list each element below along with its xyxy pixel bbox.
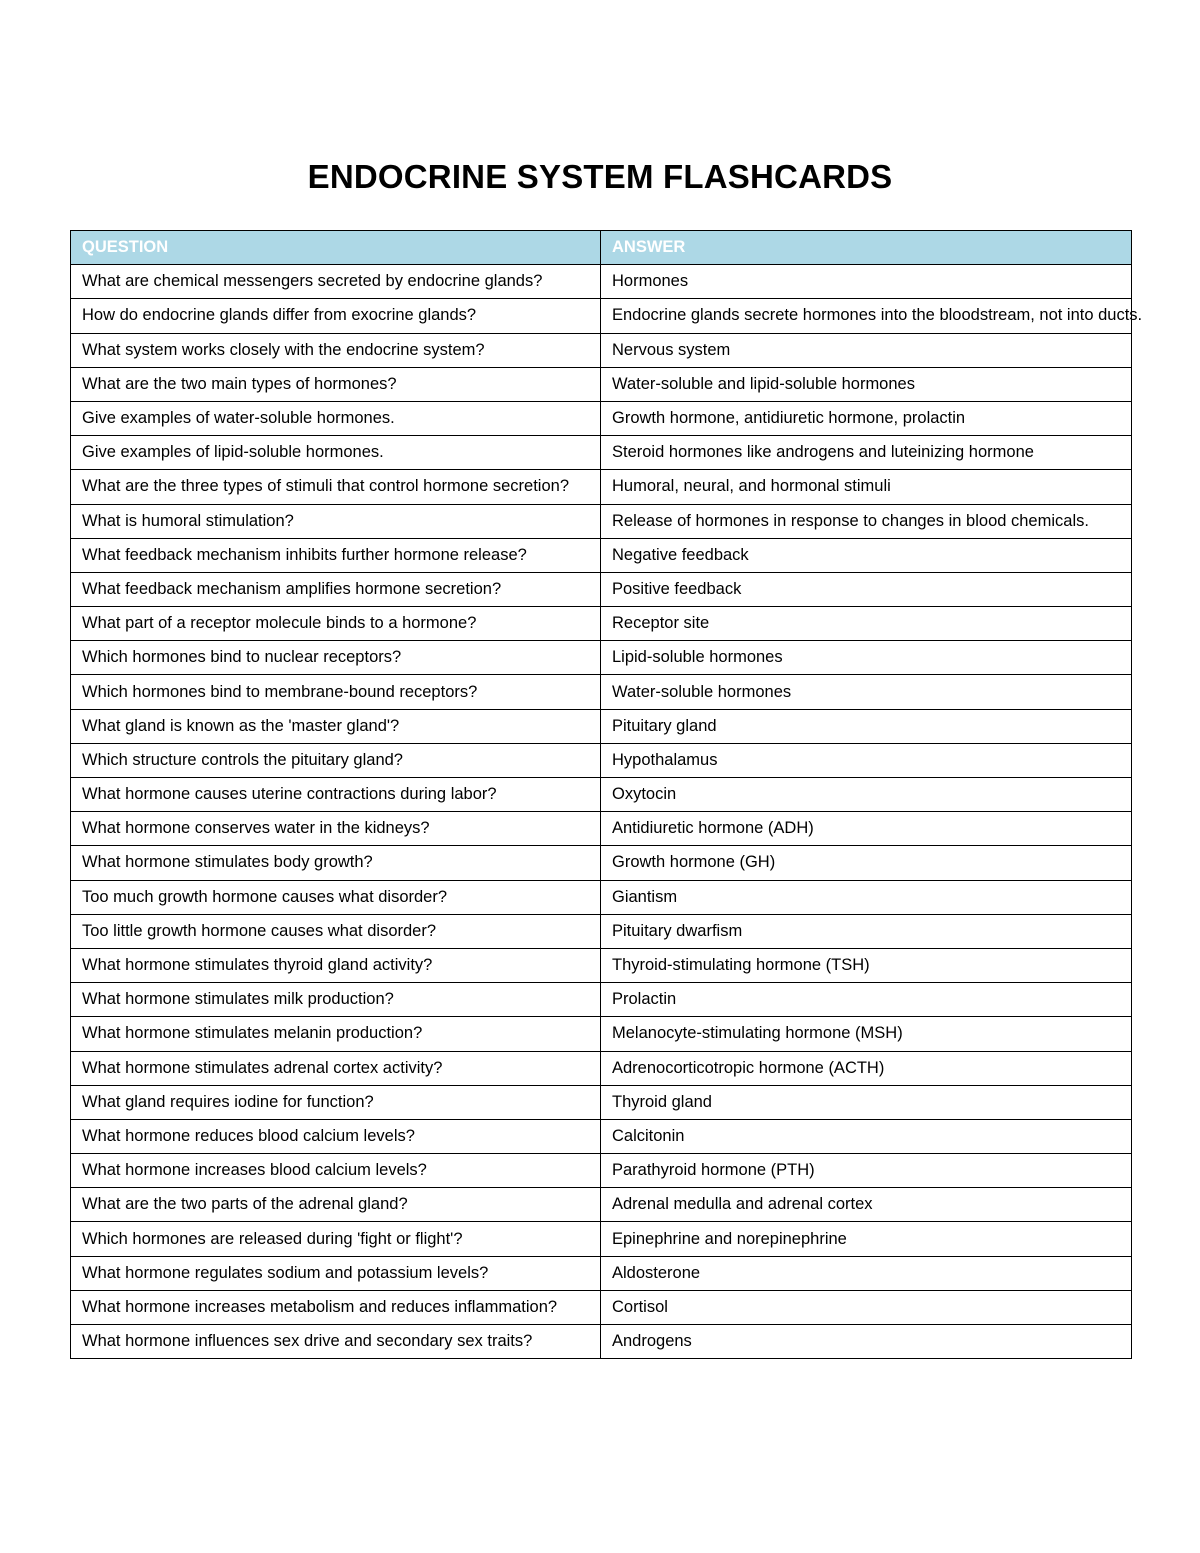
table-row — [71, 846, 1132, 880]
table-row — [71, 367, 1132, 401]
answer-cell: Negative feedback — [601, 538, 1132, 572]
table-row — [71, 436, 1132, 470]
answer-cell: Giantism — [601, 880, 1132, 914]
table-row — [71, 641, 1132, 675]
table-row — [71, 572, 1132, 606]
question-cell: Too little growth hormone causes what disorder? — [71, 914, 601, 948]
table-row — [71, 1051, 1132, 1085]
question-cell: What are the two main types of hormones? — [71, 367, 601, 401]
answer-cell: Nervous system — [601, 333, 1132, 367]
question-column-header: QUESTION — [71, 231, 601, 265]
table-row — [71, 1256, 1132, 1290]
question-cell: What hormone regulates sodium and potassium levels? — [71, 1256, 601, 1290]
table-row — [71, 1085, 1132, 1119]
question-cell: Which hormones are released during 'fight or flight'? — [71, 1222, 601, 1256]
answer-cell: Thyroid gland — [601, 1085, 1132, 1119]
answer-cell: Androgens — [601, 1325, 1132, 1359]
table-row — [71, 470, 1132, 504]
table-row — [71, 743, 1132, 777]
question-cell: What hormone stimulates melanin production? — [71, 1017, 601, 1051]
question-cell: What gland requires iodine for function? — [71, 1085, 601, 1119]
question-cell: Which structure controls the pituitary gland? — [71, 743, 601, 777]
question-cell: What are the two parts of the adrenal gland? — [71, 1188, 601, 1222]
answer-cell: Growth hormone (GH) — [601, 846, 1132, 880]
table-row — [71, 504, 1132, 538]
table-row — [71, 538, 1132, 572]
table-row — [71, 401, 1132, 435]
question-cell: What hormone stimulates thyroid gland activity? — [71, 948, 601, 982]
answer-cell: Hypothalamus — [601, 743, 1132, 777]
question-cell: What hormone influences sex drive and secondary sex traits? — [71, 1325, 601, 1359]
answer-cell: Melanocyte-stimulating hormone (MSH) — [601, 1017, 1132, 1051]
question-cell: What hormone increases metabolism and reduces inflammation? — [71, 1290, 601, 1324]
answer-cell: Receptor site — [601, 607, 1132, 641]
answer-cell: Adrenocorticotropic hormone (ACTH) — [601, 1051, 1132, 1085]
question-cell: Give examples of lipid-soluble hormones. — [71, 436, 601, 470]
table-row — [71, 983, 1132, 1017]
table-row — [71, 1222, 1132, 1256]
question-cell: Too much growth hormone causes what disorder? — [71, 880, 601, 914]
table-row — [71, 1017, 1132, 1051]
answer-cell: Adrenal medulla and adrenal cortex — [601, 1188, 1132, 1222]
question-cell: What part of a receptor molecule binds to a hormone? — [71, 607, 601, 641]
table-row — [71, 709, 1132, 743]
table-row — [71, 880, 1132, 914]
question-cell: Which hormones bind to membrane-bound receptors? — [71, 675, 601, 709]
question-cell: Which hormones bind to nuclear receptors? — [71, 641, 601, 675]
answer-cell: Hormones — [601, 265, 1132, 299]
answer-cell: Water-soluble hormones — [601, 675, 1132, 709]
question-cell: How do endocrine glands differ from exocrine glands? — [71, 299, 601, 333]
question-cell: What hormone stimulates body growth? — [71, 846, 601, 880]
table-row — [71, 914, 1132, 948]
question-cell: What is humoral stimulation? — [71, 504, 601, 538]
table-header-row — [71, 231, 1132, 265]
table-row — [71, 1325, 1132, 1359]
question-cell: What feedback mechanism inhibits further hormone release? — [71, 538, 601, 572]
answer-cell: Steroid hormones like androgens and luteinizing hormone — [601, 436, 1132, 470]
table-row — [71, 778, 1132, 812]
question-cell: Give examples of water-soluble hormones. — [71, 401, 601, 435]
answer-cell: Lipid-soluble hormones — [601, 641, 1132, 675]
answer-cell: Antidiuretic hormone (ADH) — [601, 812, 1132, 846]
answer-cell: Endocrine glands secrete hormones into the bloodstream, not into ducts. — [601, 299, 1132, 333]
table-row — [71, 333, 1132, 367]
table-row — [71, 1290, 1132, 1324]
flashcard-rows — [71, 265, 1143, 1359]
question-cell: What are chemical messengers secreted by endocrine glands? — [71, 265, 601, 299]
answer-cell: Water-soluble and lipid-soluble hormones — [601, 367, 1132, 401]
question-cell: What feedback mechanism amplifies hormone secretion? — [71, 572, 601, 606]
question-cell: What are the three types of stimuli that control hormone secretion? — [71, 470, 601, 504]
answer-cell: Oxytocin — [601, 778, 1132, 812]
answer-cell: Parathyroid hormone (PTH) — [601, 1154, 1132, 1188]
answer-cell: Thyroid-stimulating hormone (TSH) — [601, 948, 1132, 982]
question-cell: What hormone reduces blood calcium levels? — [71, 1119, 601, 1153]
table-row — [71, 675, 1132, 709]
table-row — [71, 299, 1132, 333]
answer-cell: Growth hormone, antidiuretic hormone, prolactin — [601, 401, 1132, 435]
answer-cell: Epinephrine and norepinephrine — [601, 1222, 1132, 1256]
flashcard-table — [70, 230, 1143, 1359]
answer-cell: Humoral, neural, and hormonal stimuli — [601, 470, 1132, 504]
answer-cell: Release of hormones in response to changes in blood chemicals. — [601, 504, 1132, 538]
question-cell: What hormone stimulates adrenal cortex activity? — [71, 1051, 601, 1085]
question-cell: What hormone conserves water in the kidneys? — [71, 812, 601, 846]
table-row — [71, 1154, 1132, 1188]
question-cell: What hormone causes uterine contractions during labor? — [71, 778, 601, 812]
question-cell: What hormone increases blood calcium levels? — [71, 1154, 601, 1188]
answer-cell: Calcitonin — [601, 1119, 1132, 1153]
table-row — [71, 1188, 1132, 1222]
answer-cell: Positive feedback — [601, 572, 1132, 606]
question-cell: What hormone stimulates milk production? — [71, 983, 601, 1017]
page-title: ENDOCRINE SYSTEM FLASHCARDS — [307, 158, 893, 195]
answer-cell: Pituitary gland — [601, 709, 1132, 743]
answer-cell: Prolactin — [601, 983, 1132, 1017]
answer-cell: Aldosterone — [601, 1256, 1132, 1290]
answer-cell: Cortisol — [601, 1290, 1132, 1324]
table-row — [71, 1119, 1132, 1153]
answer-column-header: ANSWER — [601, 231, 1132, 265]
table-row — [71, 607, 1132, 641]
question-cell: What system works closely with the endocrine system? — [71, 333, 601, 367]
table-row — [71, 812, 1132, 846]
table-row — [71, 948, 1132, 982]
table-row — [71, 265, 1132, 299]
answer-cell: Pituitary dwarfism — [601, 914, 1132, 948]
question-cell: What gland is known as the 'master gland'? — [71, 709, 601, 743]
